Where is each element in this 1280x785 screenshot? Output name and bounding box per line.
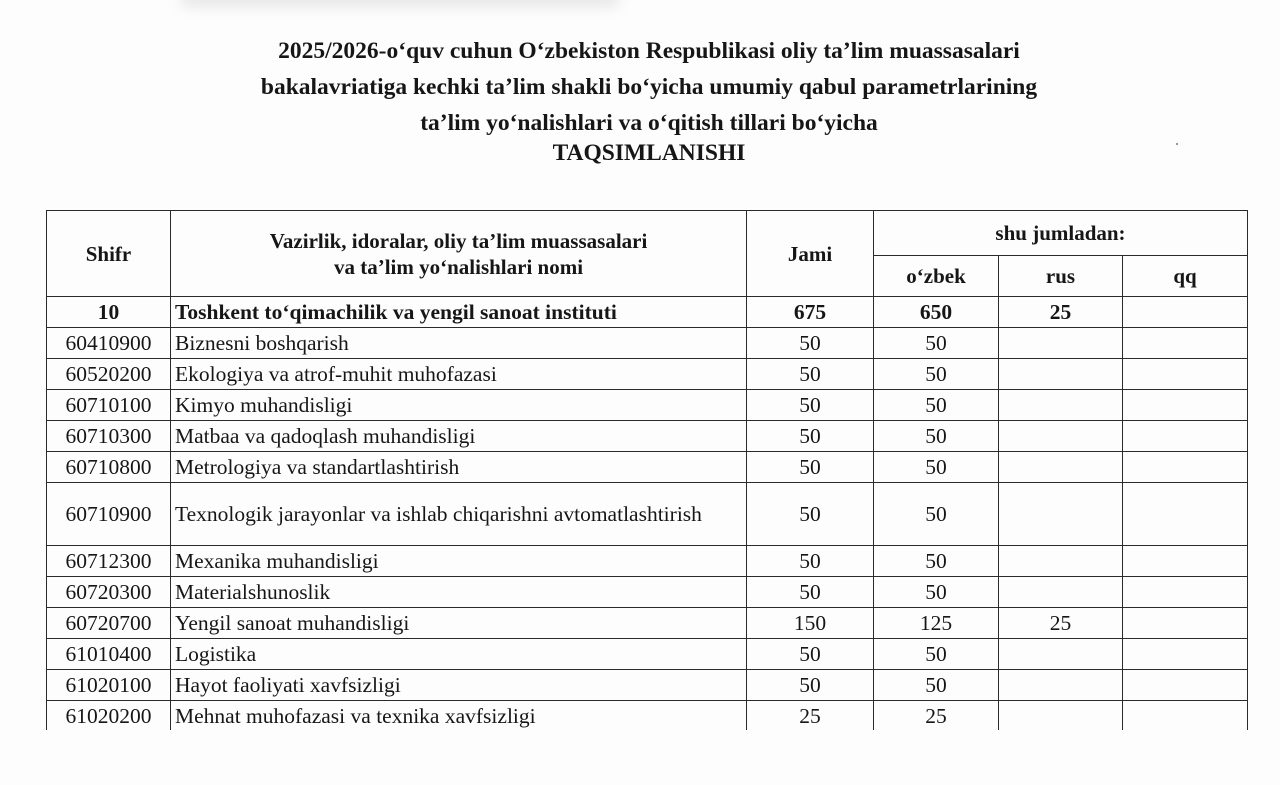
cell-rus: 25 (999, 297, 1123, 328)
cell-code: 60710100 (47, 390, 171, 421)
cell-rus (999, 359, 1123, 390)
cell-name: Yengil sanoat muhandisligi (171, 608, 747, 639)
cell-total: 25 (747, 701, 874, 731)
title-line-1: 2025/2026-o‘quv cuhun O‘zbekiston Respublikasi oliy ta’lim muassasalari (278, 38, 1020, 64)
header-uzbek: o‘zbek (874, 256, 999, 297)
cell-rus (999, 390, 1123, 421)
header-name-line-2: va ta’lim yo‘nalishlari nomi (333, 254, 584, 279)
cell-total: 50 (747, 390, 874, 421)
cell-total: 50 (747, 452, 874, 483)
cell-code: 60720300 (47, 577, 171, 608)
cell-total: 50 (747, 670, 874, 701)
header-name (171, 211, 747, 297)
cell-code: 61010400 (47, 639, 171, 670)
cell-rus (999, 452, 1123, 483)
cell-name: Metrologiya va standartlashtirish (171, 452, 747, 483)
table-row (47, 701, 1248, 731)
title-line-4: TAQSIMLANISHI (552, 140, 746, 166)
cell-total: 50 (747, 483, 874, 546)
header-rus: rus (999, 256, 1123, 297)
cell-name: Texnologik jarayonlar va ishlab chiqarishni avtomatlashtirish (171, 483, 747, 546)
cell-qq (1123, 421, 1248, 452)
table-row (47, 546, 1248, 577)
cell-uzbek: 125 (874, 608, 999, 639)
cell-rus (999, 639, 1123, 670)
table-row (47, 670, 1248, 701)
cell-uzbek: 50 (874, 670, 999, 701)
cell-code: 61020100 (47, 670, 171, 701)
cell-code: 60712300 (47, 546, 171, 577)
table-row (47, 421, 1248, 452)
title-line-2: bakalavriatiga kechki ta’lim shakli bo‘yicha umumiy qabul parametrlarining (260, 74, 1038, 100)
cell-code: 61020200 (47, 701, 171, 731)
cell-name: Logistika (171, 639, 747, 670)
header-including: shu jumladan: (874, 211, 1248, 256)
table-row (47, 608, 1248, 639)
cell-qq (1123, 546, 1248, 577)
cell-name: Matbaa va qadoqlash muhandisligi (171, 421, 747, 452)
table-row (47, 639, 1248, 670)
cell-qq (1123, 670, 1248, 701)
cell-total: 50 (747, 421, 874, 452)
cell-total: 50 (747, 328, 874, 359)
cell-total: 50 (747, 639, 874, 670)
cell-rus (999, 701, 1123, 731)
cell-uzbek: 50 (874, 639, 999, 670)
cell-total: 150 (747, 608, 874, 639)
cell-name: Ekologiya va atrof-muhit muhofazasi (171, 359, 747, 390)
page-fold-shadow (180, 0, 620, 8)
cell-uzbek: 50 (874, 421, 999, 452)
table-row (47, 390, 1248, 421)
cell-qq (1123, 483, 1248, 546)
table-row (47, 328, 1248, 359)
cell-name: Kimyo muhandisligi (171, 390, 747, 421)
cell-code: 60710800 (47, 452, 171, 483)
cell-total: 675 (747, 297, 874, 328)
document-title (0, 33, 1280, 171)
cell-code: 10 (47, 297, 171, 328)
cell-uzbek: 50 (874, 390, 999, 421)
cell-total: 50 (747, 546, 874, 577)
cell-qq (1123, 452, 1248, 483)
cell-total: 50 (747, 359, 874, 390)
scan-speck (1176, 143, 1178, 145)
cell-qq (1123, 639, 1248, 670)
cell-rus (999, 670, 1123, 701)
cell-uzbek: 25 (874, 701, 999, 731)
cell-name: Hayot faoliyati xavfsizligi (171, 670, 747, 701)
cell-rus (999, 546, 1123, 577)
cell-rus (999, 483, 1123, 546)
cell-qq (1123, 297, 1248, 328)
cell-code: 60720700 (47, 608, 171, 639)
cell-total: 50 (747, 577, 874, 608)
cell-uzbek: 50 (874, 483, 999, 546)
cell-qq (1123, 701, 1248, 731)
cell-qq (1123, 608, 1248, 639)
cell-name: Materialshunoslik (171, 577, 747, 608)
institution-row (47, 297, 1248, 328)
cell-rus (999, 421, 1123, 452)
cell-rus (999, 577, 1123, 608)
header-total: Jami (747, 211, 874, 297)
cell-qq (1123, 577, 1248, 608)
cell-name: Mehnat muhofazasi va texnika xavfsizligi (171, 701, 747, 731)
table-row (47, 577, 1248, 608)
cell-uzbek: 50 (874, 577, 999, 608)
cell-uzbek: 50 (874, 359, 999, 390)
header-code: Shifr (47, 211, 171, 297)
admission-table (46, 210, 1248, 730)
cell-name: Biznesni boshqarish (171, 328, 747, 359)
cell-qq (1123, 359, 1248, 390)
cell-rus: 25 (999, 608, 1123, 639)
cell-code: 60410900 (47, 328, 171, 359)
cell-name: Toshkent to‘qimachilik va yengil sanoat instituti (171, 297, 747, 328)
cell-uzbek: 50 (874, 546, 999, 577)
cell-code: 60520200 (47, 359, 171, 390)
cell-qq (1123, 390, 1248, 421)
table-row (47, 359, 1248, 390)
cell-code: 60710300 (47, 421, 171, 452)
cell-qq (1123, 328, 1248, 359)
header-qq: qq (1123, 256, 1248, 297)
table-row (47, 483, 1248, 546)
title-line-3: ta’lim yo‘nalishlari va o‘qitish tillari bo‘yicha (420, 110, 878, 136)
table-row (47, 452, 1248, 483)
cell-uzbek: 50 (874, 328, 999, 359)
cell-uzbek: 50 (874, 452, 999, 483)
cell-rus (999, 328, 1123, 359)
cell-uzbek: 650 (874, 297, 999, 328)
header-name-line-1: Vazirlik, idoralar, oliy ta’lim muassasalari (269, 228, 648, 253)
cell-name: Mexanika muhandisligi (171, 546, 747, 577)
cell-code: 60710900 (47, 483, 171, 546)
